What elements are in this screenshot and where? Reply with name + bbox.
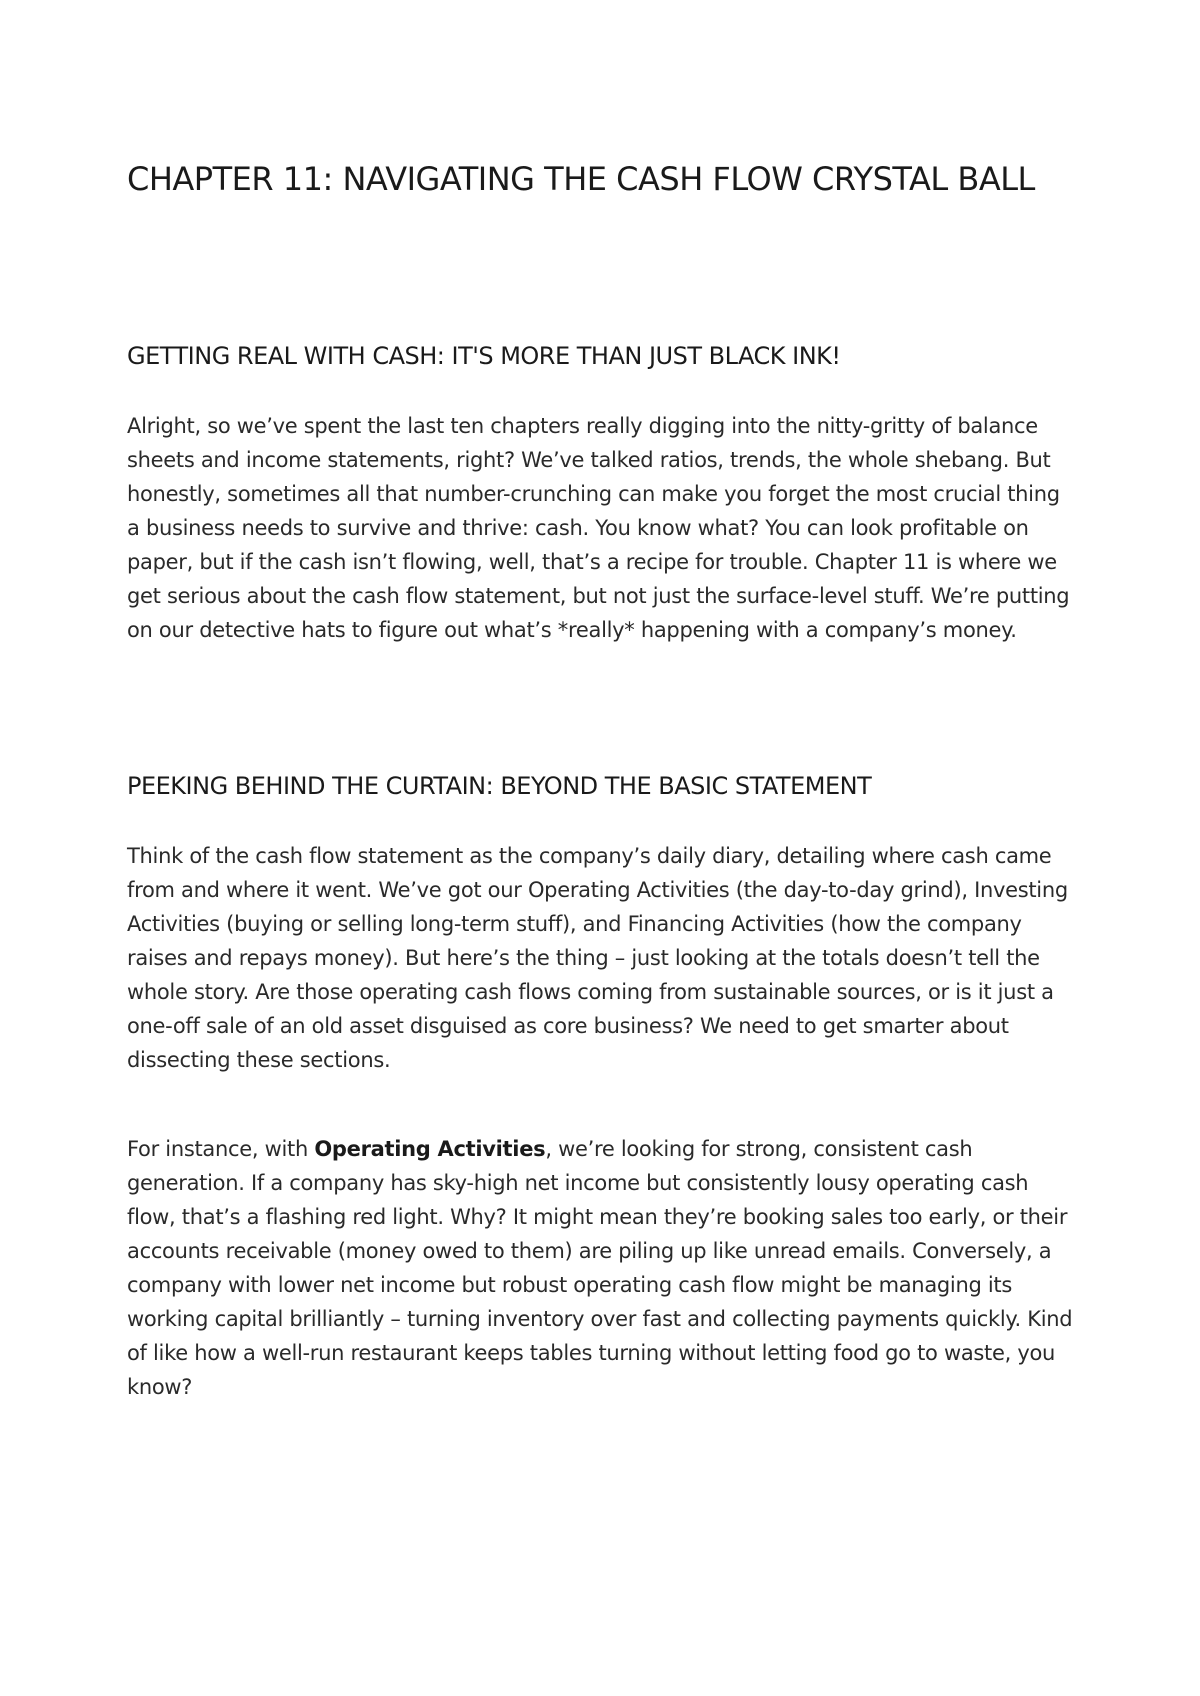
section-heading-getting-real-with-cash: GETTING REAL WITH CASH: IT'S MORE THAN JUST BLACK INK! [127,342,841,370]
chapter-title: CHAPTER 11: NAVIGATING THE CASH FLOW CRYSTAL BALL [127,160,1035,198]
paragraph-cash-flow-diary: Think of the cash flow statement as the company’s daily diary, detailing where cash came from and where it went. We’ve got our Operating Activities (the day-to-day grind), Investing Activities (buying or selling long-term stuff), and Financing Activities (how the company raises and repays money). But here’s the thing – just looking at the totals doesn’t tell the whole story. Are those operating cash flows coming from sustainable sources, or is it just a one-off sale of an old asset disguised as core business? We need to get smarter about dissecting these sections. [127,844,1068,1072]
paragraph-lead-text: For instance, with [127,1137,315,1161]
paragraph-body-text: , we’re looking for strong, consistent cash generation. If a company has sky-high net income but consistently lousy operating cash flow, that’s a flashing red light. Why? It might mean they’re booking sales too early, or their accounts receivable (money owed to them) are piling up like unread emails. Conversely, a company with lower net income but robust operating cash flow might be managing its working capital brilliantly – turning inventory over fast and collecting payments quickly. Kind of like how a well-run restaurant keeps tables turning without letting food go to waste, you know? [127,1137,1073,1399]
section-heading-peeking-behind-the-curtain: PEEKING BEHIND THE CURTAIN: BEYOND THE BASIC STATEMENT [127,772,872,800]
paragraph-operating-activities [127,1132,1077,1404]
bold-term-operating-activities: Operating Activities [314,1137,546,1161]
paragraph-intro: Alright, so we’ve spent the last ten chapters really digging into the nitty-gritty of balance sheets and income statements, right? We’ve talked ratios, trends, the whole shebang. But honestly, sometimes all that number-crunching can make you forget the most crucial thing a business needs to survive and thrive: cash. You know what? You can look profitable on paper, but if the cash isn’t flowing, well, that’s a recipe for trouble. Chapter 11 is where we get serious about the cash flow statement, but not just the surface-level stuff. We’re putting on our detective hats to figure out what’s *really* happening with a company’s money. [127,414,1070,642]
